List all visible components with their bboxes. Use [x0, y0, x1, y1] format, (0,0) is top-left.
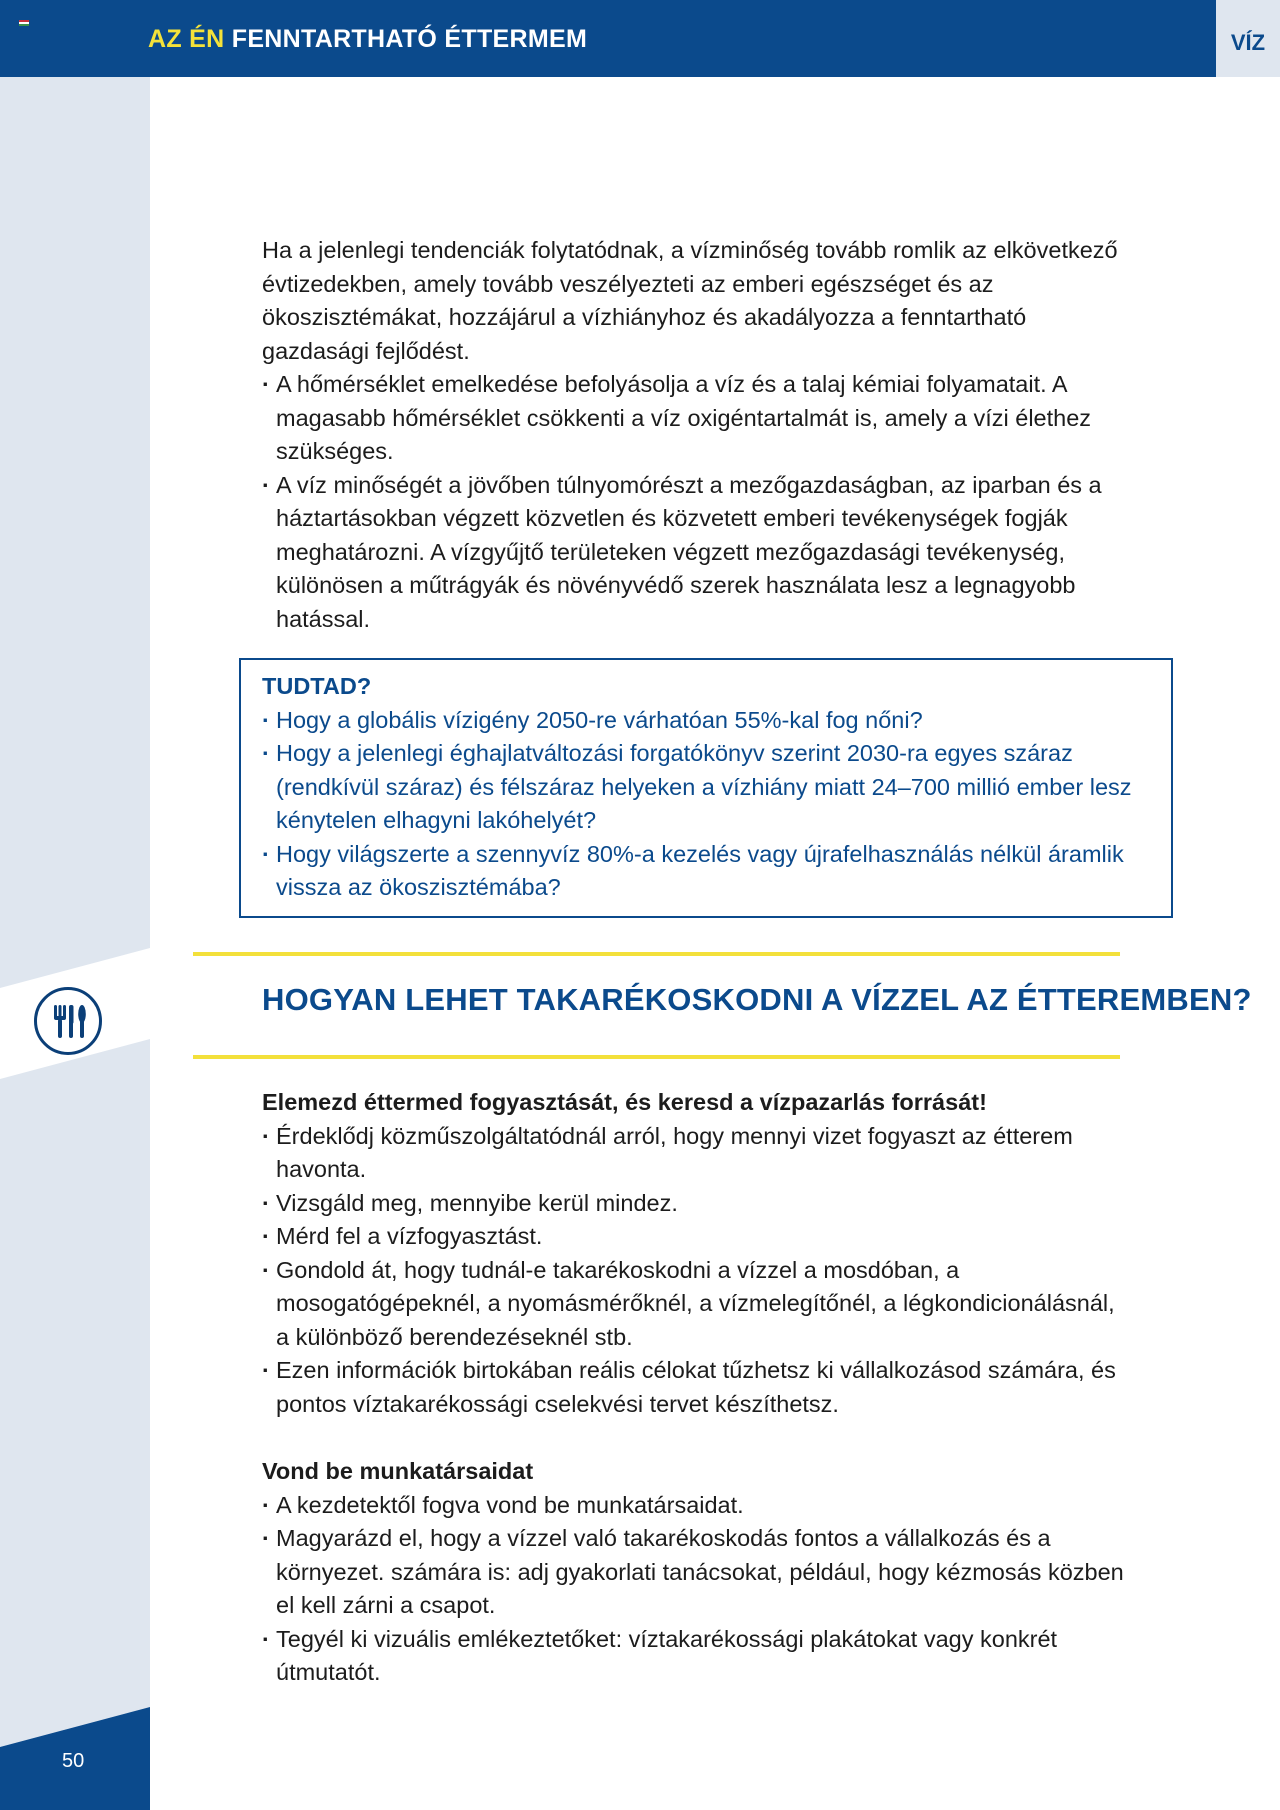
sidebar-upper-panel	[0, 77, 150, 988]
intro-bullet-list	[262, 368, 1132, 636]
did-you-know-box	[239, 658, 1173, 918]
sidebar-lower-panel	[0, 1039, 150, 1747]
list-item: · Vizsgáld meg, mennyibe kerül mindez.	[262, 1187, 1132, 1221]
analysis-bullet-list	[262, 1120, 1132, 1422]
list-item: · Érdeklődj közműszolgáltatódnál arról, hogy mennyi vizet fogyaszt az étterem havonta.	[262, 1120, 1132, 1187]
publication-title-rest: FENNTARTHATÓ ÉTTERMEM	[231, 25, 588, 53]
intro-paragraph: Ha a jelenlegi tendenciák folytatódnak, a vízminőség tovább romlik az elkövetkező évtizedekben, amely tovább veszélyezteti az emberi egészséget és az ökoszisztémákat, hozzájárul a vízhiányhoz és akadályozza a fenntartható gazdasági fejlődést.	[262, 237, 1118, 364]
list-item: · Tegyél ki vizuális emlékeztetőket: víztakarékossági plakátokat vagy konkrét útmutatót.	[262, 1623, 1132, 1690]
publication-title-highlight: AZ ÉN	[148, 25, 225, 53]
list-item: · Hogy a jelenlegi éghajlatváltozási forgatókönyv szerint 2030-ra egyes száraz (rendkívül száraz) és félszáraz helyeken a vízhiány miatt 24–700 millió ember lesz kénytelen elhagyni lakóhelyét?	[262, 737, 1151, 838]
publication-title	[148, 25, 587, 54]
sidebar-shapes	[0, 77, 150, 1810]
heading-rule-top	[193, 952, 1120, 956]
callout-title: TUDTAD?	[262, 673, 372, 699]
intro-section	[262, 234, 1132, 636]
cutlery-glyph	[37, 990, 99, 1052]
sidebar-decoration	[0, 77, 150, 1810]
heading-rule-bottom	[193, 1055, 1120, 1059]
list-item: · Magyarázd el, hogy a vízzel való takarékoskodás fontos a vállalkozás és a környezet. számára is: adj gyakorlati tanácsokat, például, hogy kézmosás közben el kell zárni a csapot.	[262, 1522, 1132, 1623]
list-item: · A kezdetektől fogva vond be munkatársaidat.	[262, 1489, 1132, 1523]
section-heading: HOGYAN LEHET TAKARÉKOSKODNI A VÍZZEL AZ ÉTTEREMBEN?	[262, 982, 1252, 1017]
cutlery-icon	[34, 987, 102, 1055]
staff-block	[262, 1455, 1132, 1690]
block-heading: Vond be munkatársaidat	[262, 1458, 534, 1484]
flag-icon	[19, 20, 29, 26]
list-item: · Gondold át, hogy tudnál-e takarékoskodni a vízzel a mosdóban, a mosogatógépeknél, a nyomásmérőknél, a vízmelegítőnél, a légkondicionálásnál, a különböző berendezéseknél stb.	[262, 1254, 1132, 1355]
section-label: VÍZ	[1230, 30, 1266, 55]
staff-bullet-list	[262, 1489, 1132, 1690]
callout-bullet-list	[262, 704, 1151, 905]
header-bar	[0, 0, 1216, 77]
list-item: · Hogy világszerte a szennyvíz 80%-a kezelés vagy újrafelhasználás nélkül áramlik vissza az ökoszisztémába?	[262, 838, 1151, 905]
block-heading: Elemezd éttermed fogyasztását, és keresd a vízpazarlás forrását!	[262, 1089, 987, 1115]
list-item: · Hogy a globális vízigény 2050-re várhatóan 55%-kal fog nőni?	[262, 704, 1151, 738]
page-number: 50	[62, 1750, 85, 1772]
list-item: · A hőmérséklet emelkedése befolyásolja a víz és a talaj kémiai folyamatait. A magasabb hőmérséklet csökkenti a víz oxigéntartalmát is, amely a vízi élethez szükséges.	[262, 368, 1132, 469]
analysis-block	[262, 1086, 1132, 1421]
list-item: · Ezen információk birtokában reális célokat tűzhetsz ki vállalkozásod számára, és pontos víztakarékossági cselekvési tervet készíthetsz.	[262, 1354, 1132, 1421]
list-item: · Mérd fel a vízfogyasztást.	[262, 1220, 1132, 1254]
list-item: · A víz minőségét a jövőben túlnyomórészt a mezőgazdaságban, az iparban és a háztartásokban végzett közvetlen és közvetett emberi tevékenységek fogják meghatározni. A vízgyűjtő területeken végzett mezőgazdasági tevékenység, különösen a műtrágyák és növényvédő szerek használata lesz a legnagyobb hatással.	[262, 469, 1132, 637]
